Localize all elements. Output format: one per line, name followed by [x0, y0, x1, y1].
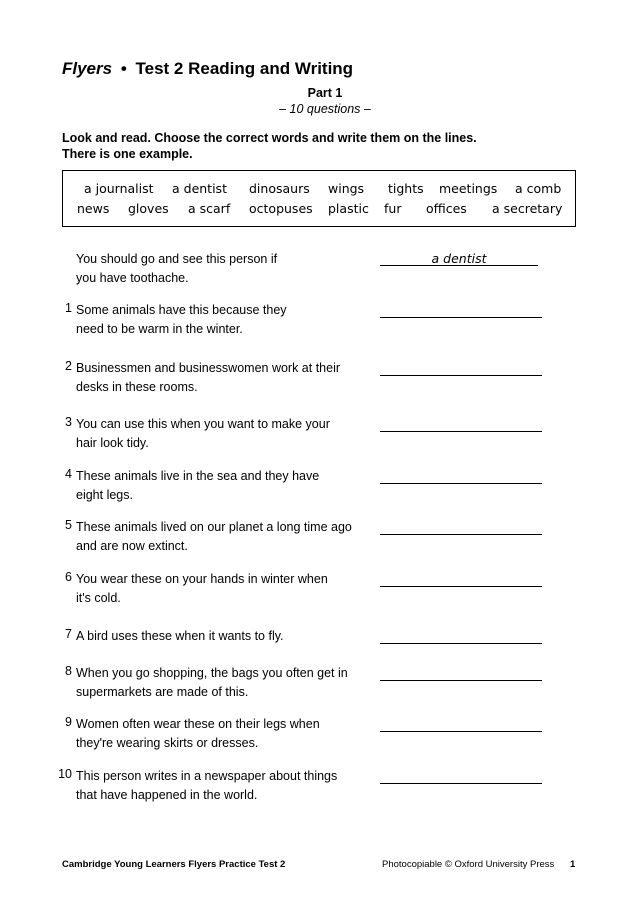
question-text: You wear these on your hands in winter when it's cold. — [76, 572, 328, 605]
answer-line[interactable] — [380, 629, 542, 644]
question-text: This person writes in a newspaper about things that have happened in the world. — [76, 769, 338, 802]
question-number: 3 — [65, 415, 72, 429]
instructions-line-1: Look and read. Choose the correct words and write them on the lines. — [62, 131, 477, 145]
question-text: These animals live in the sea and they have eight legs. — [76, 469, 320, 502]
question-text: These animals lived on our planet a long time ago and are now extinct. — [76, 520, 352, 553]
word-option: fur — [384, 201, 402, 216]
answer-line[interactable] — [380, 303, 542, 318]
word-option: a dentist — [172, 181, 227, 196]
question-number: 5 — [65, 518, 72, 532]
title-bullet: • — [120, 59, 127, 78]
question-text: You can use this when you want to make your hair look tidy. — [76, 417, 330, 450]
word-option: octopuses — [249, 201, 313, 216]
question-count: – 10 questions – — [279, 102, 371, 116]
question-text: When you go shopping, the bags you often get in supermarkets are made of this. — [76, 666, 348, 699]
answer-line[interactable] — [380, 417, 542, 432]
example-answer: a dentist — [431, 251, 487, 266]
answer-line[interactable] — [380, 769, 542, 784]
question-text: Women often wear these on their legs when they're wearing skirts or dresses. — [76, 717, 320, 750]
question-number: 9 — [65, 715, 72, 729]
word-option: offices — [426, 201, 467, 216]
word-option: news — [77, 201, 110, 216]
example-answer-line — [380, 251, 538, 266]
flyers-label: Flyers — [62, 59, 113, 78]
word-option: a comb — [515, 181, 562, 196]
question-number: 1 — [65, 301, 72, 315]
answer-line[interactable] — [380, 666, 542, 681]
example-question: You should go and see this person if you have toothache. — [76, 252, 278, 285]
part-heading: Part 1 — [307, 86, 343, 100]
word-option: a scarf — [188, 201, 231, 216]
answer-line[interactable] — [380, 717, 542, 732]
word-option: gloves — [128, 201, 169, 216]
word-option: a journalist — [84, 181, 154, 196]
word-option: tights — [388, 181, 424, 196]
footer-title: Cambridge Young Learners Flyers Practice Test 2 — [62, 859, 286, 870]
test-title: Test 2 Reading and Writing — [135, 59, 354, 78]
question-number: 8 — [65, 664, 72, 678]
question-number: 10 — [58, 767, 72, 781]
page-title — [62, 59, 353, 79]
answer-line[interactable] — [380, 572, 542, 587]
answer-line[interactable] — [380, 520, 542, 535]
word-option: dinosaurs — [249, 181, 310, 196]
instructions — [62, 130, 477, 162]
word-box — [62, 170, 576, 227]
word-option: meetings — [439, 181, 498, 196]
question-number: 6 — [65, 570, 72, 584]
word-option: plastic — [328, 201, 369, 216]
instructions-line-2: There is one example. — [62, 147, 193, 161]
word-option: wings — [328, 181, 365, 196]
footer-copyright: Photocopiable © Oxford University Press — [382, 859, 555, 870]
question-text: Businessmen and businesswomen work at their desks in these rooms. — [76, 361, 341, 394]
word-option: a secretary — [492, 201, 563, 216]
question-text: Some animals have this because they need to be warm in the winter. — [76, 303, 287, 336]
question-text: A bird uses these when it wants to fly. — [76, 629, 284, 643]
page-number: 1 — [570, 859, 576, 870]
question-number: 4 — [65, 467, 72, 481]
question-number: 7 — [65, 627, 72, 641]
answer-line[interactable] — [380, 361, 542, 376]
answer-line[interactable] — [380, 469, 542, 484]
question-number: 2 — [65, 359, 72, 373]
